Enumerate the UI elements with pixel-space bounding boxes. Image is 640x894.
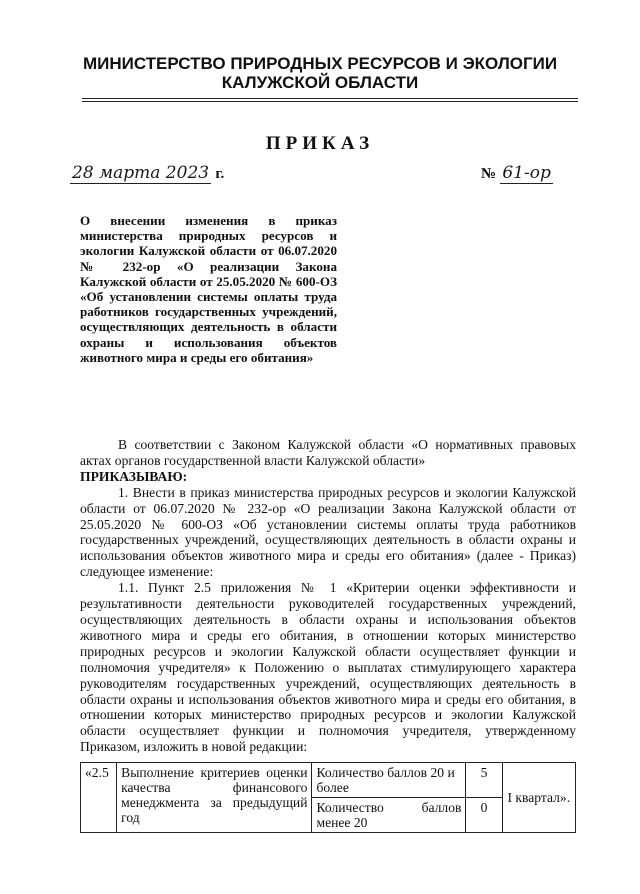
ministry-name-line2: КАЛУЖСКОЙ ОБЛАСТИ [221, 73, 419, 92]
table-row [81, 763, 576, 798]
intro-paragraph: В соответствии с Законом Калужской области «О нормативных правовых актах органов государственной власти Калужской области» [80, 437, 576, 468]
document-type-title: ПРИКАЗ [265, 133, 375, 154]
header-rule-top [82, 98, 578, 99]
ministry-name [60, 54, 580, 92]
date-suffix: г. [215, 166, 225, 182]
order-subject: О внесении изменения в приказ министерства природных ресурсов и экологии Калужской области от 06.07.2020 № 232-ор «О реализации Закона Калужской области от 25.05.2020 № 600-ОЗ «Об установлении системы оплаты труда работников государственных учреждений, осуществляющих деятельность в области охраны и использования объектов животного мира и среды его обитания» [80, 213, 337, 365]
score-cell: 5 [466, 763, 502, 798]
number-label: № [481, 166, 497, 182]
header-rule-bottom [82, 101, 578, 102]
condition-word: баллов [421, 800, 462, 815]
item-1-paragraph: 1. Внести в приказ министерства природных ресурсов и экологии Калужской области от 06.07.2020 № 232-ор «О реализации Закона Калужской области от 25.05.2020 № 600-ОЗ «Об установлении системы оплаты труда работников государственных учреждений, осуществляющих деятельность в области охраны и использования объектов животного мира и среды его обитания» (далее - Приказ) следующее изменение: [80, 484, 576, 580]
orders-heading: ПРИКАЗЫВАЮ: [80, 468, 188, 484]
condition-cell [312, 798, 466, 833]
item-1-1-paragraph: 1.1. Пункт 2.5 приложения № 1 «Критерии оценки эффективности и результативности деятельности руководителей государственных учреждений, осуществляющих деятельность в области охраны и использования объектов животного мира и среды его обитания, в отношении которых министерство природных ресурсов и экологии Калужской области осуществляет функции и полномочия учредителя» к Положению о выплатах стимулирующего характера руководителям государственных учреждений, осуществляющих деятельность в области охраны и использования объектов животного мира и среды его обитания, в отношении которых министерство природных ресурсов и экологии Калужской области осуществляет функции и полномочия учредителя, утвержденному Приказом, изложить в новой редакции: [80, 580, 576, 755]
order-body [80, 437, 576, 755]
condition-cell: Количество баллов 20 и более [312, 763, 466, 798]
criterion-number-cell: «2.5 [81, 763, 117, 833]
condition-tail: менее 20 [316, 815, 368, 830]
document-number [481, 163, 553, 183]
handwritten-date: 28 марта 2023 [72, 163, 210, 183]
handwritten-number: 61-ор [502, 163, 551, 183]
criterion-text-cell: Выполнение критериев оценки качества финансового менеджмента за предыдущий год [117, 763, 312, 833]
period-cell: I квартал». [502, 763, 575, 833]
document-date [70, 163, 224, 183]
condition-word: Количество [316, 800, 384, 815]
ministry-name-line1: МИНИСТЕРСТВО ПРИРОДНЫХ РЕСУРСОВ И ЭКОЛОГИИ [82, 54, 558, 73]
criteria-table [80, 762, 576, 833]
score-cell: 0 [466, 798, 502, 833]
